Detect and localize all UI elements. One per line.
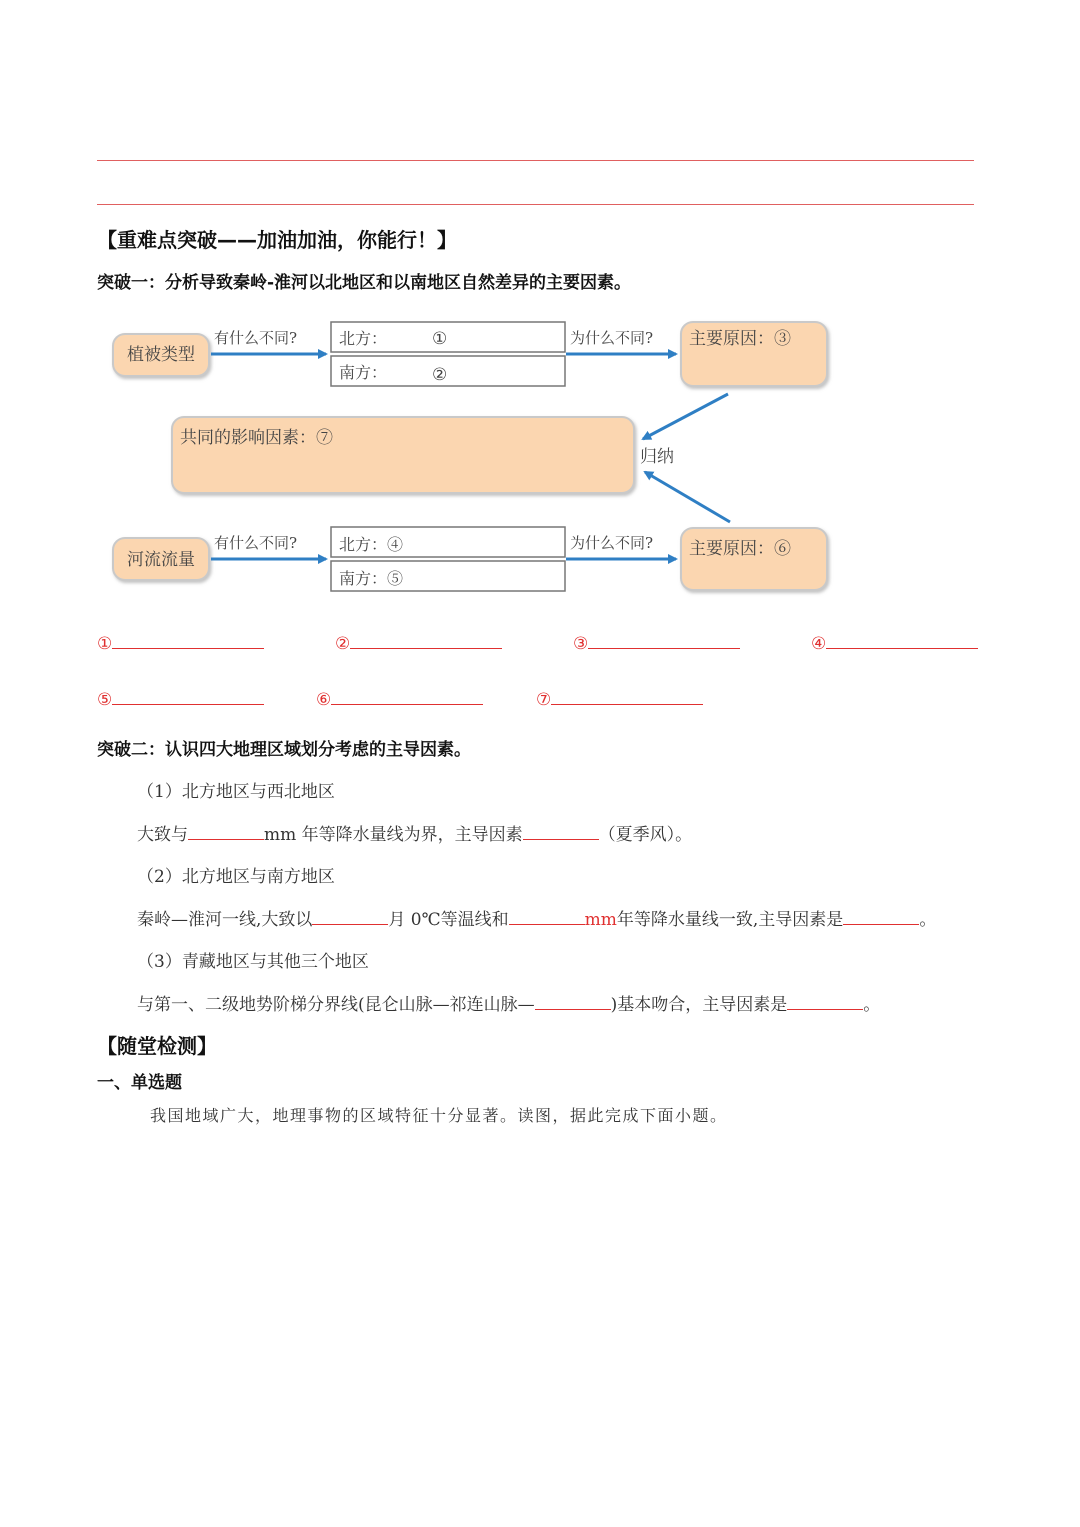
question-why-different: 为什么不同? bbox=[570, 329, 654, 347]
answer-blank-3[interactable]: ③ bbox=[573, 632, 740, 654]
item-one-sentence: 大致与 mm 年等降水量线为界，主导因素 （夏季风）。 bbox=[137, 825, 693, 845]
question-why-different: 为什么不同? bbox=[570, 534, 654, 552]
arrow-summary-lower bbox=[645, 472, 730, 522]
south-five-label: 南方：⑤ bbox=[339, 569, 404, 588]
answer-blank-6[interactable]: ⑥ bbox=[316, 688, 483, 710]
reason-one-label: 主要原因：③ bbox=[689, 329, 791, 349]
answer-blank-7[interactable]: ⑦ bbox=[536, 688, 703, 710]
fill-blank[interactable] bbox=[188, 823, 264, 840]
fill-blank[interactable] bbox=[787, 993, 863, 1010]
item-three-title: （3）青藏地区与其他三个地区 bbox=[137, 952, 369, 972]
reason-two-label: 主要原因：⑥ bbox=[689, 539, 791, 559]
common-factor-label: 共同的影响因素：⑦ bbox=[180, 428, 333, 448]
quiz-title: 【随堂检测】 bbox=[97, 1034, 217, 1058]
south-label: 南方： bbox=[339, 363, 388, 382]
item-one-title: （1）北方地区与西北地区 bbox=[137, 782, 335, 802]
fill-blank[interactable] bbox=[535, 993, 611, 1010]
answer-line bbox=[97, 204, 974, 205]
breakthrough-two-title: 突破二：认识四大地理区域划分考虑的主导因素。 bbox=[97, 740, 471, 760]
fill-blank[interactable] bbox=[523, 823, 599, 840]
answer-blank-5[interactable]: ⑤ bbox=[97, 688, 264, 710]
fill-blank[interactable] bbox=[509, 908, 585, 925]
section-title: 【重难点突破——加油加油，你能行！】 bbox=[97, 228, 457, 252]
breakthrough-one-title: 突破一：分析导致秦岭-淮河以北地区和以南地区自然差异的主要因素。 bbox=[97, 273, 632, 293]
question-what-different: 有什么不同? bbox=[214, 534, 298, 552]
answer-line bbox=[97, 160, 974, 161]
item-three-sentence: 与第一、二级地势阶梯分界线(昆仑山脉—祁连山脉— )基本吻合，主导因素是 。 bbox=[137, 995, 881, 1015]
fill-blank[interactable] bbox=[312, 908, 388, 925]
north-label: 北方： bbox=[339, 329, 388, 348]
fill-blank[interactable] bbox=[843, 908, 919, 925]
item-two-title: （2）北方地区与南方地区 bbox=[137, 867, 335, 887]
question-what-different: 有什么不同? bbox=[214, 329, 298, 347]
answer-blank-1[interactable]: ① bbox=[97, 632, 264, 654]
vegetation-label: 植被类型 bbox=[127, 345, 195, 365]
north-four-label: 北方：④ bbox=[339, 535, 404, 554]
answer-blank-4[interactable]: ④ bbox=[811, 632, 978, 654]
quiz-section: 一、单选题 bbox=[97, 1073, 182, 1093]
reason-box bbox=[681, 528, 827, 590]
item-two-sentence: 秦岭—淮河一线,大致以 月 0℃等温线和 mm年等降水量线一致,主导因素是 。 bbox=[137, 910, 937, 930]
summary-label: 归纳 bbox=[640, 447, 674, 467]
circle-two: ② bbox=[432, 365, 448, 385]
circle-one: ① bbox=[432, 329, 448, 349]
flow-diagram bbox=[0, 300, 1080, 610]
quiz-intro: 我国地域广大，地理事物的区域特征十分显著。读图，据此完成下面小题。 bbox=[150, 1106, 728, 1125]
answer-blank-2[interactable]: ② bbox=[335, 632, 502, 654]
river-label: 河流流量 bbox=[127, 550, 195, 570]
arrow-summary-upper bbox=[643, 394, 728, 439]
